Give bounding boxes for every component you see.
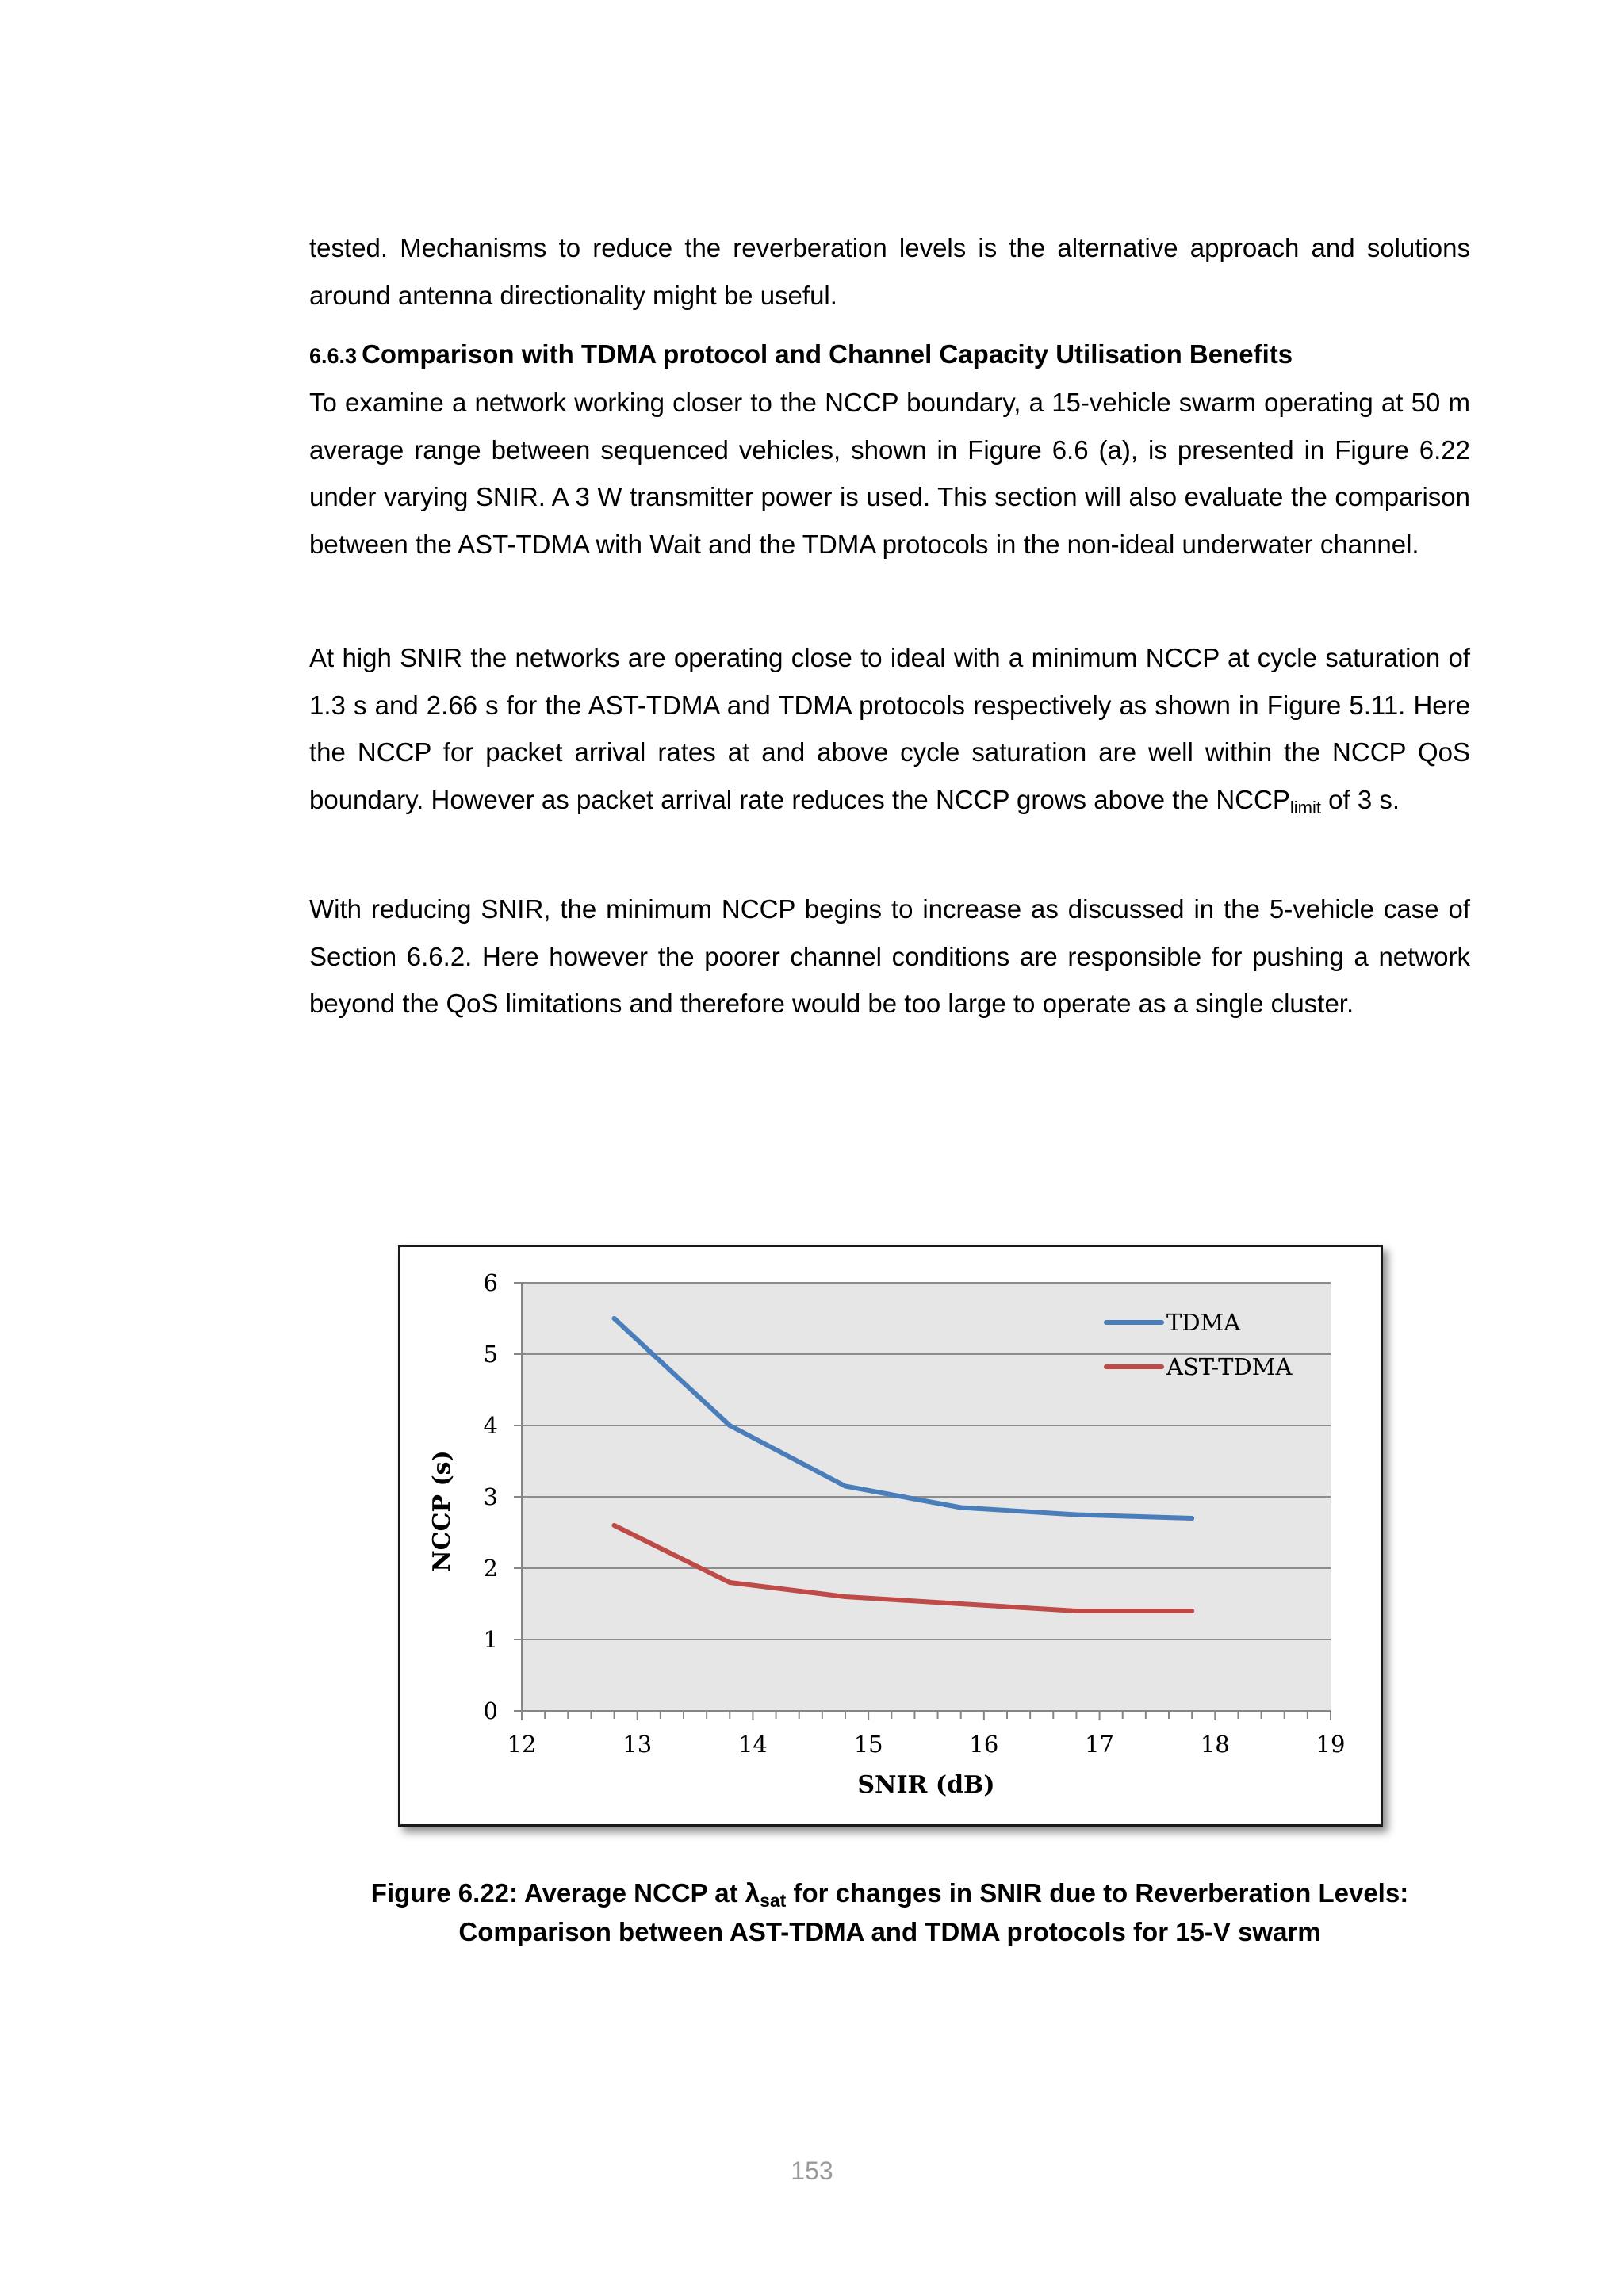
y-tick-label-6: 6 xyxy=(483,1269,498,1296)
data-point-ast-tdma xyxy=(1074,1609,1078,1613)
caption-subscript: sat xyxy=(760,1890,787,1911)
data-point-tdma xyxy=(1074,1513,1078,1517)
paragraph-2-main: At high SNIR the networks are operating close to ideal with a minimum NCCP at cycle saturation of 1.3 s and 2.66 s for the AST-TDMA and TDMA protocols respectively as shown in Figure 5.11. Here the NCCP for packet arrival rates at and above cycle saturation are well within the NCCP QoS boundary. However as packet arrival rate reduces the NCCP grows above the NCCP xyxy=(309,643,1470,814)
y-tick-label-5: 5 xyxy=(483,1341,498,1368)
x-tick-label-14: 14 xyxy=(737,1731,768,1758)
paragraph-2-tail: of 3 s. xyxy=(1320,784,1400,814)
data-point-tdma xyxy=(843,1484,848,1489)
y-tick-label-1: 1 xyxy=(483,1626,498,1653)
y-tick-label-3: 3 xyxy=(483,1483,498,1510)
paragraph-2-text xyxy=(309,634,1470,831)
nccp-line-chart xyxy=(400,1247,1381,1824)
data-point-tdma xyxy=(1189,1516,1194,1521)
data-point-ast-tdma xyxy=(612,1523,617,1528)
caption-line-1 xyxy=(309,1877,1470,1916)
paragraph-3 xyxy=(309,886,1470,1027)
x-tick-label-19: 19 xyxy=(1316,1731,1346,1758)
paragraph-2 xyxy=(309,634,1470,831)
data-point-ast-tdma xyxy=(959,1601,963,1606)
y-tick-label-2: 2 xyxy=(483,1555,498,1582)
caption-line-2: Comparison between AST-TDMA and TDMA protocols for 15-V swarm xyxy=(458,1917,1321,1946)
y-tick-label-4: 4 xyxy=(483,1412,498,1439)
legend-label-tdma: TDMA xyxy=(1166,1309,1241,1336)
page-number: 153 xyxy=(791,2156,833,2185)
x-tick-label-15: 15 xyxy=(853,1731,883,1758)
paragraph-3-text: With reducing SNIR, the minimum NCCP begins to increase as discussed in the 5-vehicle case of Section 6.6.2. Here however the poorer channel conditions are responsible for pushing a network beyond the QoS limitations and therefore would be too large to operate as a single cluster. xyxy=(309,894,1470,1018)
data-point-ast-tdma xyxy=(843,1594,848,1599)
section-heading xyxy=(309,339,1293,369)
data-point-tdma xyxy=(612,1316,617,1321)
intro-line-2: around antenna directionality might be useful. xyxy=(309,280,837,310)
section-number: 6.6.3 xyxy=(309,344,358,368)
y-tick-label-0: 0 xyxy=(483,1697,498,1724)
caption-suffix: for changes in SNIR due to Reverberation Levels: xyxy=(786,1878,1409,1908)
paragraph-1-text: To examine a network working closer to the NCCP boundary, a 15-vehicle swarm operating at 50 m average range between sequenced vehicles, shown in Figure 6.6 (a), is presented in Figure 6.22 under varying SNIR. A 3 W transmitter power is used. This section will also evaluate the comparison between the AST-TDMA with Wait and the TDMA protocols in the non-ideal underwater channel. xyxy=(309,388,1470,559)
x-tick-label-16: 16 xyxy=(969,1731,999,1758)
x-tick-label-18: 18 xyxy=(1200,1731,1230,1758)
data-point-ast-tdma xyxy=(1189,1609,1194,1613)
chart-frame xyxy=(398,1245,1383,1827)
data-point-ast-tdma xyxy=(727,1580,732,1585)
y-axis-title: NCCP (s) xyxy=(428,1450,456,1572)
intro-text xyxy=(309,224,1470,319)
x-axis-title: SNIR (dB) xyxy=(857,1771,995,1799)
x-tick-label-12: 12 xyxy=(507,1731,537,1758)
figure-caption xyxy=(309,1877,1470,1948)
x-tick-label-13: 13 xyxy=(622,1731,653,1758)
nccp-limit-subscript: limit xyxy=(1289,797,1321,817)
section-title: Comparison with TDMA protocol and Channel Capacity Utilisation Benefits xyxy=(362,339,1293,369)
data-point-tdma xyxy=(727,1423,732,1428)
legend-label-ast-tdma: AST-TDMA xyxy=(1166,1353,1293,1380)
data-point-tdma xyxy=(959,1506,963,1510)
x-tick-label-17: 17 xyxy=(1085,1731,1115,1758)
caption-prefix: Figure 6.22: Average NCCP at λ xyxy=(370,1878,760,1908)
intro-line-1: tested. Mechanisms to reduce the reverberation levels is the alternative approach and solutions xyxy=(309,233,1470,262)
paragraph-1 xyxy=(309,379,1470,568)
